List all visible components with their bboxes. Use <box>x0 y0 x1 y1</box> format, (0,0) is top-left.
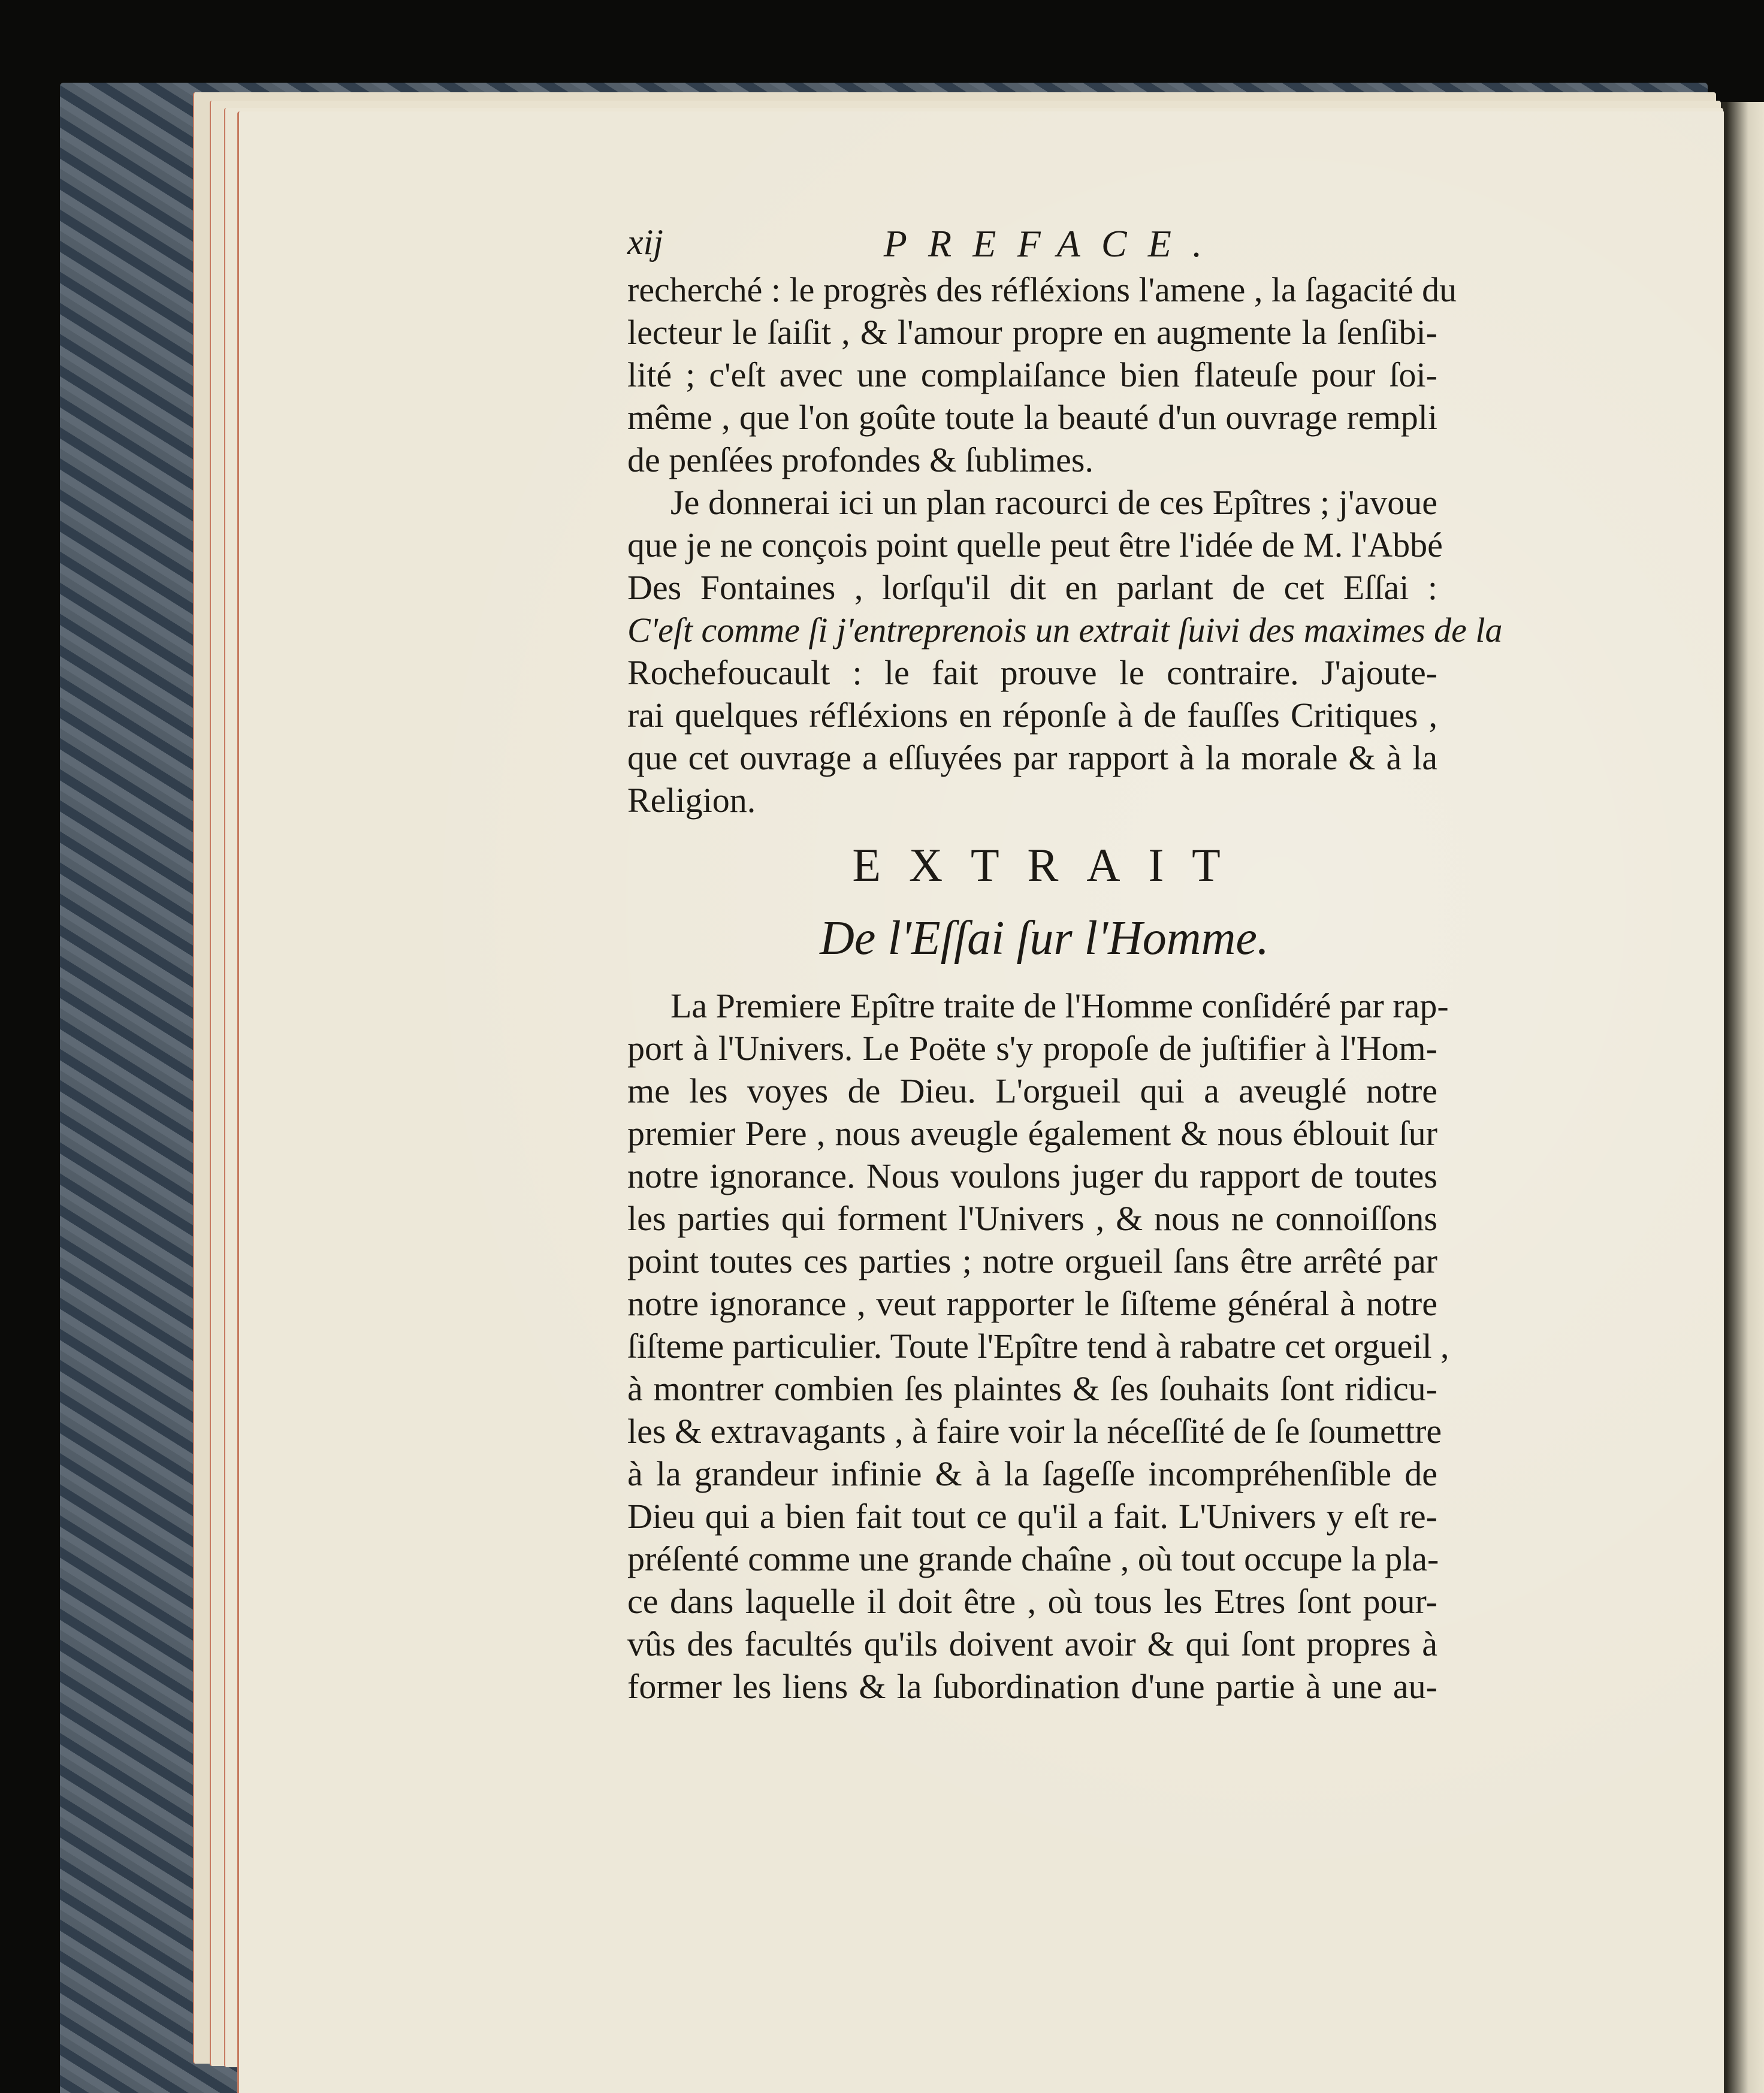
text-line: Des Fontaines , lorſqu'il dit en parlant de cet Eſſai : <box>627 568 1437 607</box>
text-line: ce dans laquelle il doit être , où tous les Etres ſont pour- <box>627 1582 1437 1621</box>
text-line: premier Pere , nous aveugle également & nous éblouit ſur <box>627 1114 1437 1153</box>
text-line: Religion. <box>627 781 756 820</box>
paragraph-1 <box>627 268 1457 481</box>
text-line: La Premiere Epître traite de l'Homme conſidéré par rap- <box>670 986 1449 1025</box>
text-line: préſenté comme une grande chaîne , où tout occupe la pla- <box>627 1539 1439 1578</box>
section-title: EXTRAIT <box>852 839 1249 891</box>
text-line: Rochefoucault : le fait prouve le contraire. J'ajoute- <box>627 653 1437 692</box>
text-line: à la grandeur infinie & à la ſageſſe incompréhenſible de <box>627 1454 1437 1493</box>
text-line: que je ne conçois point quelle peut être l'idée de M. l'Abbé <box>627 525 1443 564</box>
paragraph-2 <box>627 481 1503 822</box>
text-block <box>627 222 1503 1708</box>
text-line: les & extravagants , à faire voir la néceſſité de ſe ſoumettre <box>627 1412 1442 1451</box>
text-line: les parties qui forment l'Univers , & nous ne connoiſſons <box>627 1199 1437 1238</box>
text-line: que cet ouvrage a eſſuyées par rapport à la morale & à la <box>627 738 1437 777</box>
section-subtitle: De l'Eſſai ſur l'Homme. <box>820 912 1269 965</box>
running-header <box>627 222 1437 268</box>
book-page <box>237 111 1724 2093</box>
running-title: PREFACE. <box>883 222 1224 265</box>
text-line: C'eſt comme ſi j'entreprenois un extrait ſuivi des maximes de la <box>627 611 1503 650</box>
text-line: Dieu qui a bien fait tout ce qu'il a fait. L'Univers y eſt re- <box>627 1497 1437 1536</box>
text-line: me les voyes de Dieu. L'orgueil qui a aveuglé notre <box>627 1071 1437 1110</box>
text-line: notre ignorance. Nous voulons juger du rapport de toutes <box>627 1156 1437 1195</box>
text-line: Je donnerai ici un plan racourci de ces Epîtres ; j'avoue <box>670 483 1437 522</box>
paragraph-3 <box>627 984 1449 1708</box>
text-line: lité ; c'eſt avec une complaiſance bien flateuſe pour ſoi- <box>627 355 1437 394</box>
text-line: lecteur le ſaiſit , & l'amour propre en augmente la ſenſibi- <box>627 313 1437 352</box>
text-line: notre ignorance , veut rapporter le ſiſteme général à notre <box>627 1284 1437 1323</box>
text-line: ſiſteme particulier. Toute l'Epître tend à rabatre cet orgueil , <box>627 1327 1449 1366</box>
text-line: à montrer combien ſes plaintes & ſes ſouhaits ſont ridicu- <box>627 1369 1437 1408</box>
text-line: rai quelques réfléxions en réponſe à de fauſſes Critiques , <box>627 696 1437 735</box>
text-line: vûs des facultés qu'ils doivent avoir & qui ſont propres à <box>627 1624 1437 1663</box>
text-line: point toutes ces parties ; notre orgueil ſans être arrêté par <box>627 1242 1437 1280</box>
text-line: même , que l'on goûte toute la beauté d'un ouvrage rempli <box>627 398 1437 437</box>
text-line: former les liens & la ſubordination d'une partie à une au- <box>627 1667 1437 1706</box>
page-number: xij <box>627 222 663 262</box>
text-line: port à l'Univers. Le Poëte s'y propoſe de juſtifier à l'Hom- <box>627 1029 1437 1068</box>
text-line: recherché : le progrès des réfléxions l'amene , la ſagacité du <box>627 270 1457 309</box>
text-line: de penſées profondes & ſublimes. <box>627 440 1094 479</box>
